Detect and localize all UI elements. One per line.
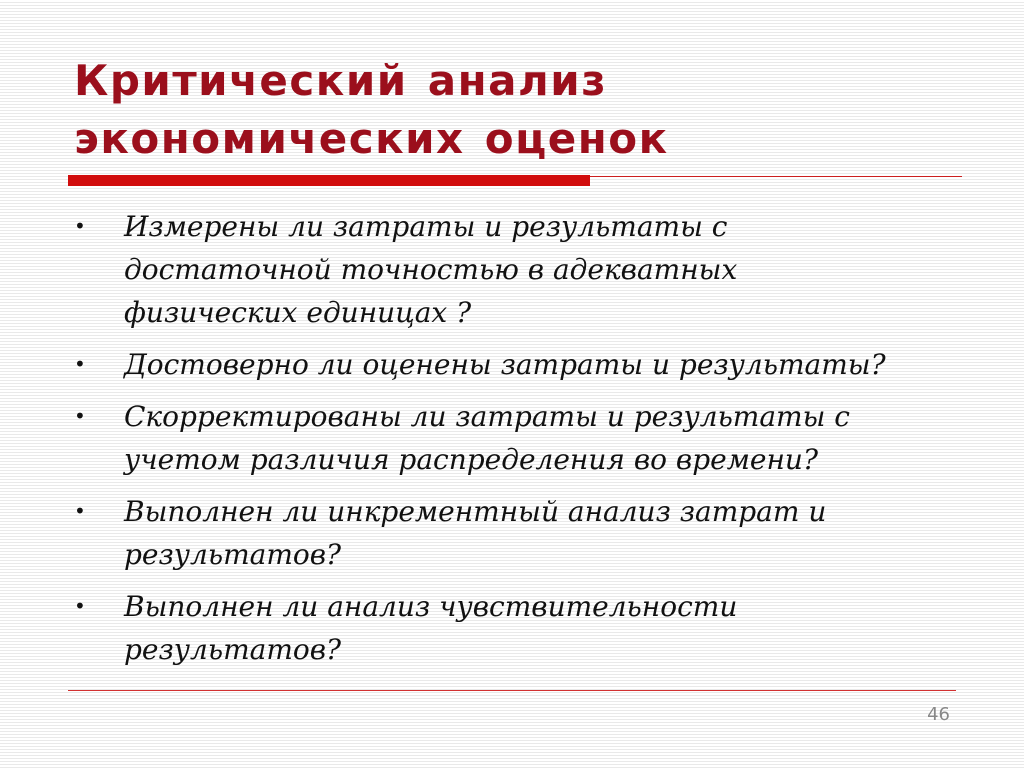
bullet-list — [70, 205, 950, 680]
bullet-3-line-2: учетом различия распределения во времени? — [124, 443, 818, 476]
footer-divider-line — [68, 690, 956, 691]
bullet-item-2 — [70, 343, 950, 386]
bullet-item-5 — [70, 585, 950, 671]
bullet-3-line-1: Скорректированы ли затраты и результаты с — [124, 400, 850, 433]
slide-title-line-2: экономических оценок — [74, 114, 669, 163]
slide-title — [74, 52, 954, 168]
slide-title-line-1: Критический анализ — [74, 56, 608, 105]
bullet-2-line-1: Достоверно ли оценены затраты и результаты? — [124, 348, 886, 381]
title-accent-rule — [68, 175, 590, 186]
bullet-dot-icon: • — [74, 499, 86, 523]
bullet-text-3 — [124, 395, 950, 481]
bullet-1-line-3: физических единицах ? — [124, 296, 472, 329]
bullet-item-4 — [70, 490, 950, 576]
bullet-5-line-1: Выполнен ли анализ чувствительности — [124, 590, 738, 623]
bullet-1-line-1: Измерены ли затраты и результаты с — [124, 210, 728, 243]
bullet-4-line-2: результатов? — [124, 538, 342, 571]
bullet-text-2 — [124, 343, 950, 386]
bullet-4-line-1: Выполнен ли инкрементный анализ затрат и — [124, 495, 827, 528]
bullet-1-line-2: достаточной точностью в адекватных — [124, 253, 738, 286]
page-number: 46 — [927, 704, 950, 725]
bullet-item-3 — [70, 395, 950, 481]
bullet-text-4 — [124, 490, 950, 576]
bullet-text-1 — [124, 205, 950, 334]
bullet-item-1 — [70, 205, 950, 334]
bullet-5-line-2: результатов? — [124, 633, 342, 666]
bullet-dot-icon: • — [74, 352, 86, 376]
bullet-text-5 — [124, 585, 950, 671]
title-divider-line — [590, 176, 962, 177]
bullet-dot-icon: • — [74, 404, 86, 428]
bullet-dot-icon: • — [74, 214, 86, 238]
bullet-dot-icon: • — [74, 594, 86, 618]
